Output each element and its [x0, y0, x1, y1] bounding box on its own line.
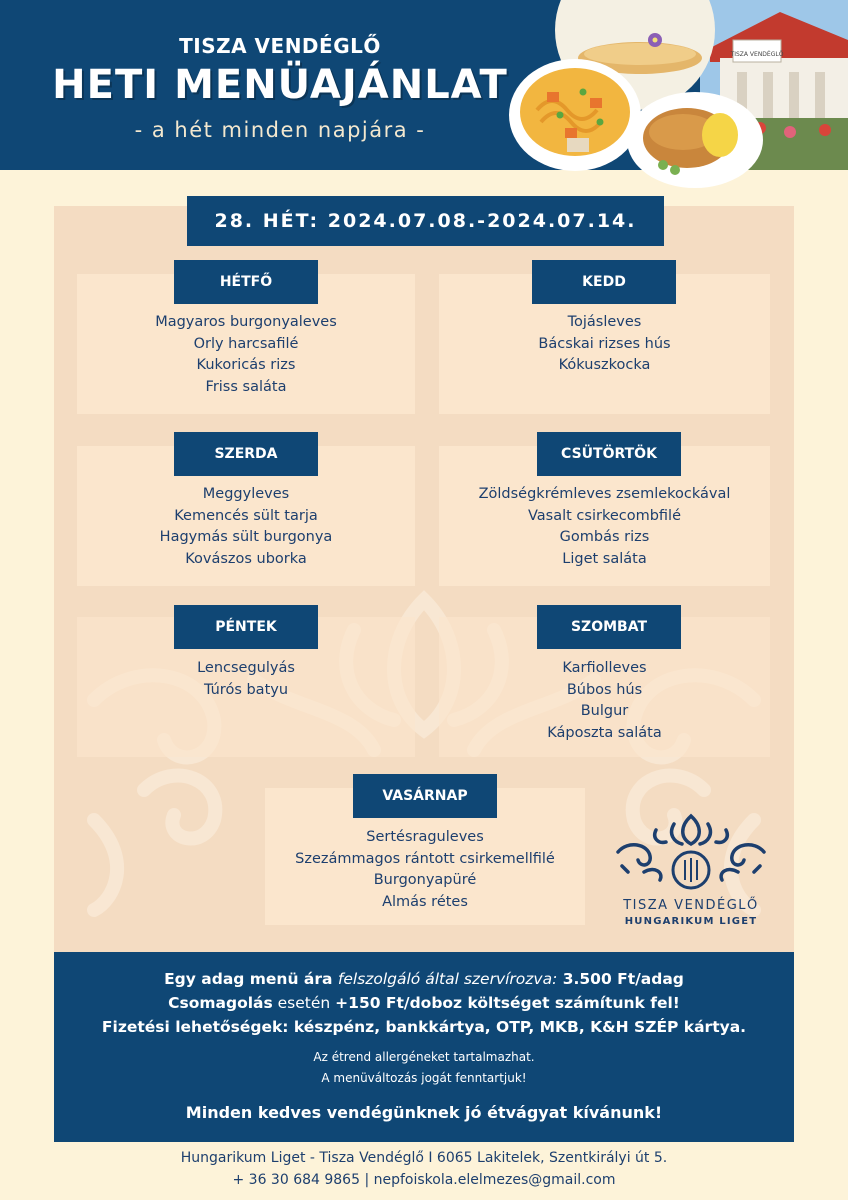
dish-item: Túrós batyu	[203, 681, 289, 698]
day-label-monday: HÉTFŐ	[174, 260, 318, 304]
day-label-wednesday: SZERDA	[174, 432, 318, 476]
dish-list-monday	[77, 312, 415, 398]
dish-item: Hagymás sült burgonya	[159, 529, 333, 545]
day-label-saturday: SZOMBAT	[537, 605, 681, 649]
logo-name: TISZA VENDÉGLŐ	[623, 898, 759, 913]
dish-item: Bulgur	[580, 703, 629, 719]
dish-list-wednesday	[77, 484, 415, 570]
dish-item: Burgonyapüré	[373, 872, 477, 888]
day-label-thursday: CSÜTÖRTÖK	[537, 432, 681, 476]
page-subtitle: - a hét minden napjára -	[134, 118, 426, 142]
dish-item: Karfiolleves	[562, 660, 647, 676]
footer-address: Hungarikum Liget - Tisza Vendéglő I 6065 Lakitelek, Szentkirályi út 5.	[180, 1150, 668, 1166]
food-photo-image	[505, 0, 848, 190]
dish-item: Vasalt csirkecombfilé	[527, 507, 681, 524]
day-label-tuesday: KEDD	[532, 260, 676, 304]
price-line	[54, 970, 794, 988]
packaging-line	[54, 994, 794, 1012]
closing-wish: Minden kedves vendégünknek jó étvágyat kívánunk!	[185, 1103, 663, 1122]
dish-item: Friss saláta	[205, 378, 287, 395]
dish-item: Gombás rizs	[559, 529, 650, 545]
dish-list-saturday	[439, 658, 770, 744]
building-sign-text: TISZA VENDÉGLŐ	[730, 51, 784, 58]
dish-item: Magyaros burgonyaleves	[155, 314, 337, 330]
dish-item: Orly harcsafilé	[193, 335, 299, 352]
day-label-friday: PÉNTEK	[174, 605, 318, 649]
price-value: 3.500 Ft/adag	[557, 970, 684, 988]
food-photo-collage	[505, 0, 848, 190]
restaurant-name: TISZA VENDÉGLŐ	[179, 34, 381, 58]
dish-item: Búbos hús	[566, 681, 643, 698]
packaging-connector: esetén	[272, 994, 336, 1012]
packaging-label: Csomagolás	[168, 994, 273, 1012]
dish-item: Almás rétes	[382, 893, 468, 910]
price-note: felszolgáló által szervírozva:	[337, 970, 558, 988]
dish-item: Kemencés sült tarja	[174, 507, 318, 524]
dish-item: Kukoricás rizs	[196, 357, 296, 373]
dish-item: Káposzta saláta	[547, 724, 662, 741]
footer-contact: + 36 30 684 9865 | nepfoiskola.elelmezes@gmail.com	[232, 1172, 616, 1188]
dish-item: Meggyleves	[202, 486, 290, 502]
page-title: HETI MENÜAJÁNLAT	[52, 62, 508, 108]
dish-item: Szezámmagos rántott csirkemellfilé	[295, 850, 555, 867]
packaging-note: költséget számítunk fel!	[462, 994, 680, 1012]
menu-change-note: A menüváltozás jogát fenntartjuk!	[321, 1071, 527, 1085]
packaging-price: +150 Ft/doboz	[335, 994, 463, 1012]
dish-list-sunday	[265, 827, 585, 913]
allergen-note: Az étrend allergéneket tartalmazhat.	[313, 1050, 535, 1064]
dish-item: Liget saláta	[562, 550, 647, 567]
dish-item: Sertésraguleves	[366, 829, 484, 845]
dish-list-friday	[77, 658, 415, 701]
dish-item: Kovászos uborka	[185, 550, 307, 567]
dish-item: Lencsegulyás	[197, 660, 295, 676]
dish-item: Bácskai rizses hús	[538, 335, 671, 352]
info-box	[54, 952, 794, 1142]
payment-line: Fizetési lehetőségek: készpénz, bankkártya, OTP, MKB, K&H SZÉP kártya.	[101, 1018, 747, 1036]
dish-item: Tojásleves	[567, 314, 642, 330]
week-banner: 28. HÉT: 2024.07.08.-2024.07.14.	[187, 196, 664, 246]
dish-item: Zöldségkrémleves zsemlekockával	[478, 486, 731, 502]
logo-subname: HUNGARIKUM LIGET	[624, 916, 758, 927]
logo-emblem-icon	[608, 810, 774, 900]
day-label-sunday: VASÁRNAP	[353, 774, 497, 818]
restaurant-logo	[608, 810, 774, 940]
dish-list-thursday	[439, 484, 770, 570]
dish-list-tuesday	[439, 312, 770, 377]
dish-item: Kókuszkocka	[558, 357, 651, 373]
price-label: Egy adag menü ára	[164, 970, 338, 988]
